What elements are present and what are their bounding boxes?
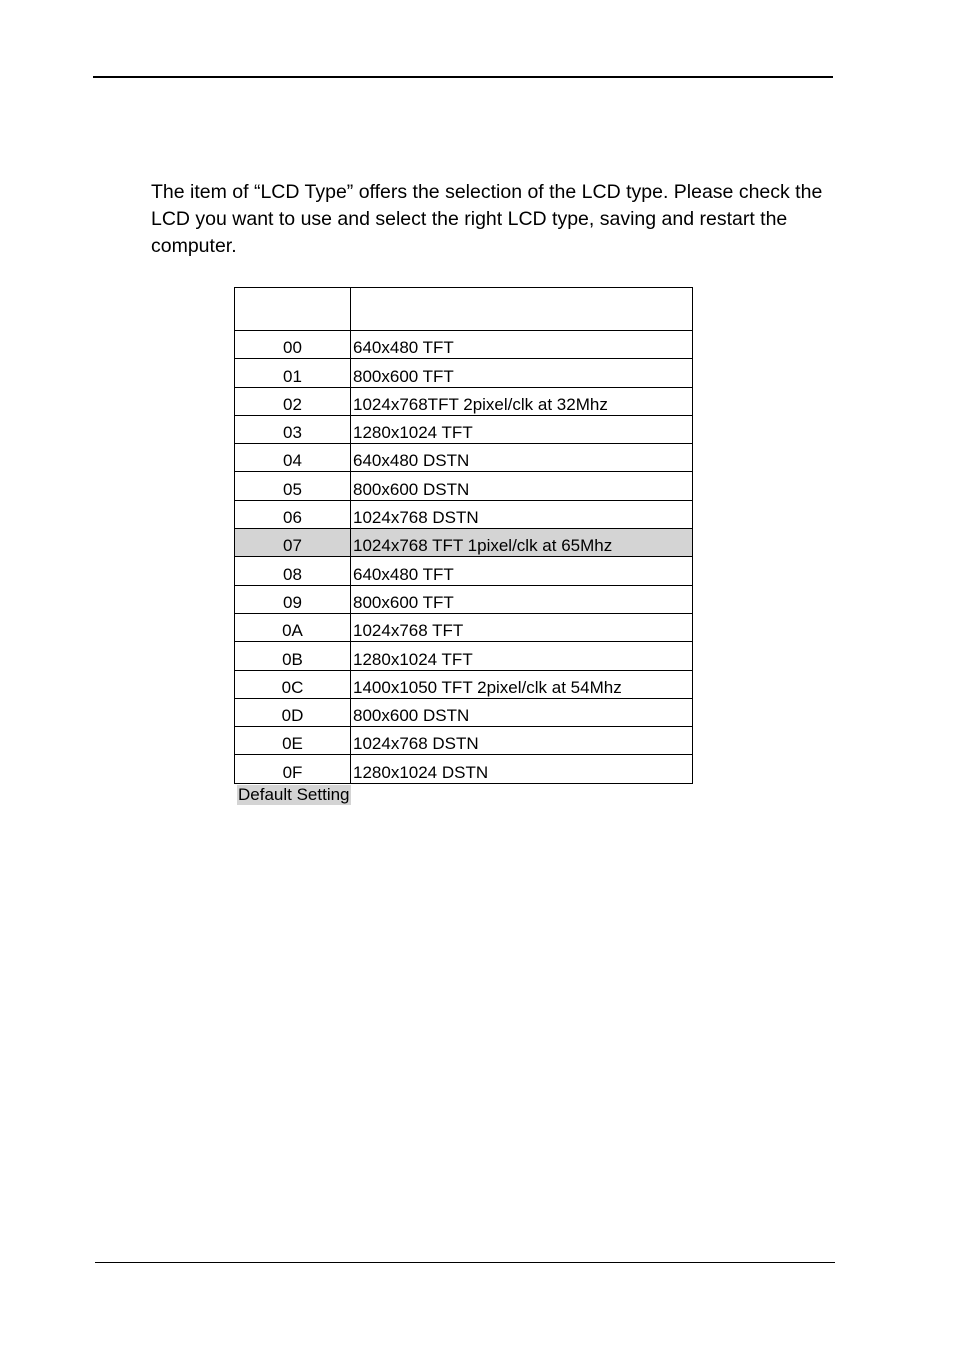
lcd-type: 1024x768 DSTN xyxy=(351,500,693,528)
table-row xyxy=(235,500,693,528)
table-row xyxy=(235,585,693,613)
lcd-code: 0E xyxy=(235,727,351,755)
lcd-code: 03 xyxy=(235,415,351,443)
lcd-type: 800x600 TFT xyxy=(351,585,693,613)
header-rule xyxy=(93,76,833,78)
lcd-type: 640x480 TFT xyxy=(351,331,693,359)
lcd-code: 05 xyxy=(235,472,351,500)
header-cell-type xyxy=(351,288,693,331)
footer-rule xyxy=(95,1262,835,1263)
lcd-code: 01 xyxy=(235,359,351,387)
lcd-code: 06 xyxy=(235,500,351,528)
lcd-type: 1280x1024 DSTN xyxy=(351,755,693,783)
lcd-type: 800x600 DSTN xyxy=(351,472,693,500)
table-row xyxy=(235,387,693,415)
lcd-code: 0B xyxy=(235,642,351,670)
table-row xyxy=(235,331,693,359)
table-row xyxy=(235,613,693,641)
table-row xyxy=(235,642,693,670)
lcd-type: 1024x768TFT 2pixel/clk at 32Mhz xyxy=(351,387,693,415)
table-row-default xyxy=(235,529,693,557)
lcd-type: 1024x768 DSTN xyxy=(351,727,693,755)
table-row xyxy=(235,755,693,783)
lcd-type: 1024x768 TFT 1pixel/clk at 65Mhz xyxy=(351,529,693,557)
table-row xyxy=(235,698,693,726)
lcd-code: 09 xyxy=(235,585,351,613)
lcd-type: 640x480 TFT xyxy=(351,557,693,585)
lcd-type-table xyxy=(234,287,693,784)
lcd-code: 08 xyxy=(235,557,351,585)
table-row xyxy=(235,444,693,472)
lcd-code: 0C xyxy=(235,670,351,698)
lcd-code: 0A xyxy=(235,613,351,641)
lcd-type: 800x600 DSTN xyxy=(351,698,693,726)
lcd-code: 0D xyxy=(235,698,351,726)
lcd-type: 1400x1050 TFT 2pixel/clk at 54Mhz xyxy=(351,670,693,698)
default-setting-note: Default Setting xyxy=(238,785,350,804)
lcd-code: 00 xyxy=(235,331,351,359)
header-cell-code xyxy=(235,288,351,331)
lcd-type: 1280x1024 TFT xyxy=(351,642,693,670)
intro-paragraph: The item of “LCD Type” offers the selection of the LCD type. Please check the LCD you want to use and select the right LCD type, saving and restart the computer. xyxy=(151,181,823,257)
table-row xyxy=(235,670,693,698)
lcd-code: 02 xyxy=(235,387,351,415)
lcd-type: 640x480 DSTN xyxy=(351,444,693,472)
table-row xyxy=(235,472,693,500)
table-row xyxy=(235,557,693,585)
lcd-code: 0F xyxy=(235,755,351,783)
table-header-row xyxy=(235,288,693,331)
lcd-type: 1024x768 TFT xyxy=(351,613,693,641)
lcd-code: 04 xyxy=(235,444,351,472)
lcd-type: 1280x1024 TFT xyxy=(351,415,693,443)
table-row xyxy=(235,415,693,443)
lcd-type: 800x600 TFT xyxy=(351,359,693,387)
table-row xyxy=(235,727,693,755)
table-row xyxy=(235,359,693,387)
lcd-code: 07 xyxy=(235,529,351,557)
